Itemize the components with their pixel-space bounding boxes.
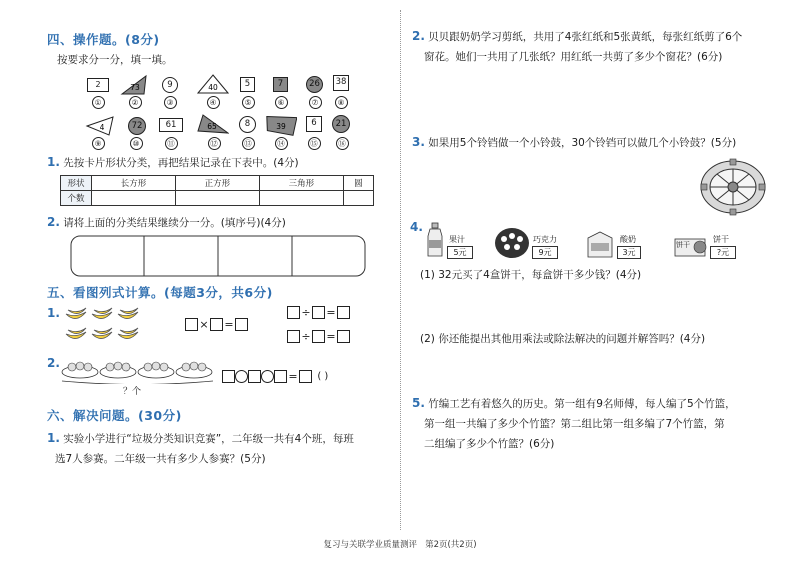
banana-bunches-image: [62, 304, 142, 346]
card-label-3: ③: [162, 96, 178, 109]
card-label-11: ⑪: [163, 137, 179, 150]
answer-box[interactable]: [222, 370, 235, 383]
table-header-circle: 圆: [343, 176, 373, 191]
answer-box[interactable]: [312, 306, 325, 319]
svg-text:65: 65: [207, 122, 217, 131]
svg-text:40: 40: [208, 83, 218, 92]
card-label-8: ⑧: [333, 96, 349, 109]
column-divider: [400, 10, 401, 530]
division-equation-1: ÷ =: [287, 306, 350, 319]
section6-q1: 1. 实验小学进行“垃圾分类知识竞赛”，二年级一共有4个班，每班 选7人参赛。二年级一共有多少人参赛？(5分): [47, 431, 354, 465]
answer-box[interactable]: [337, 330, 350, 343]
svg-text:73: 73: [130, 83, 140, 92]
answer-box[interactable]: [312, 330, 325, 343]
yogurt-carton-icon: [586, 230, 614, 258]
answer-box[interactable]: [235, 318, 248, 331]
answer-box[interactable]: [274, 370, 287, 383]
answer-box[interactable]: [299, 370, 312, 383]
card-shape-13: 8: [239, 116, 256, 133]
table-cell-rectangle[interactable]: [92, 191, 176, 206]
right-q3: 3. 如果用5个铃铛做一个小铃鼓，30个铃铛可以做几个小铃鼓？(5分): [412, 135, 737, 149]
card-shape-12: [197, 114, 229, 134]
table-cell-triangle[interactable]: [259, 191, 343, 206]
shape-count-table: [60, 175, 374, 206]
section5-title: 五、看图列式计算。(每题3分，共6分): [47, 285, 273, 300]
card-label-16: ⑯: [334, 137, 350, 150]
tambourine-icon: [698, 158, 768, 216]
juice-label: 果汁: [449, 235, 465, 244]
yogurt-label: 酸奶: [620, 235, 636, 244]
multiplication-equation: × =: [185, 318, 248, 331]
right-q5: 5. 竹编工艺有着悠久的历史。第一组有9名师傅，每人编了5个竹篮， 第一组一共编了多少个竹篮？第二组比第一组多编了7个竹篮，第 二组编了多少个竹篮？(6分): [412, 396, 736, 450]
answer-box[interactable]: [287, 330, 300, 343]
table-header-square: 正方形: [175, 176, 259, 191]
yogurt-price: 3元: [617, 246, 641, 259]
operator-circle[interactable]: [235, 370, 248, 383]
chocolate-label: 巧克力: [533, 235, 557, 244]
card-label-5: ⑤: [240, 96, 256, 109]
biscuit-label: 饼干: [713, 235, 729, 244]
card-shape-10: 72: [128, 117, 146, 135]
card-label-15: ⑮: [306, 137, 322, 150]
juice-bottle-icon: [426, 222, 444, 258]
card-label-6: ⑥: [273, 96, 289, 109]
card-label-13: ⑬: [240, 137, 256, 150]
card-label-10: ⑩: [128, 137, 144, 150]
section6-title: 六、解决问题。(30分): [47, 408, 182, 423]
card-shape-15: 6: [306, 116, 322, 132]
card-label-7: ⑦: [307, 96, 323, 109]
card-shape-9: [85, 116, 115, 136]
card-shape-3: 9: [162, 77, 178, 93]
fruit-equation: = ( ): [222, 370, 328, 383]
svg-text:4: 4: [99, 123, 105, 132]
table-header-rectangle: 长方形: [92, 176, 176, 191]
right-q4-sub1: (1) 32元买了4盒饼干，每盒饼干多少钱？(4分): [420, 269, 642, 281]
operator-circle[interactable]: [261, 370, 274, 383]
card-shape-8: 38: [333, 75, 349, 91]
table-cell-circle[interactable]: [343, 191, 373, 206]
section4-q2: 2. 请将上面的分类结果继续分一分。(填序号)(4分): [47, 215, 286, 229]
card-shape-2: [120, 74, 148, 96]
page-footer: 复习与关联学业质量测评 第2页(共2页): [323, 540, 477, 550]
card-shape-16: 21: [332, 115, 350, 133]
card-shape-1: 2: [87, 78, 109, 92]
table-header-shape: 形状: [61, 176, 92, 191]
card-label-9: ⑨: [90, 137, 106, 150]
chocolate-price: 9元: [532, 246, 558, 259]
card-label-4: ④: [205, 96, 221, 109]
answer-box[interactable]: [287, 306, 300, 319]
classification-answer-frame[interactable]: [70, 235, 366, 277]
card-label-14: ⑭: [273, 137, 289, 150]
table-row-label: 个数: [61, 191, 92, 206]
table-header-triangle: 三角形: [259, 176, 343, 191]
card-shape-4: [197, 74, 229, 94]
right-q4-number: 4.: [410, 220, 423, 234]
section5-q2-number: 2.: [47, 356, 60, 370]
right-q4-sub2: (2) 你还能提出其他用乘法或除法解决的问题并解答吗？(4分): [420, 333, 706, 345]
answer-box[interactable]: [185, 318, 198, 331]
table-cell-square[interactable]: [175, 191, 259, 206]
section4-q1: 1. 先按卡片形状分类，再把结果记录在下表中。(4分): [47, 155, 299, 169]
right-q2: 2. 贝贝跟奶奶学习剪纸，共用了4张红纸和5张黄纸，每张红纸剪了6个 窗花。她们一共用了几张纸？用红纸一共剪了多少个窗花？(6分): [412, 29, 743, 63]
biscuit-box-text: 饼干: [676, 241, 690, 249]
card-label-12: ⑫: [206, 137, 222, 150]
question-count-label: ？个: [123, 387, 142, 397]
section4-instruction: 按要求分一分，填一填。: [57, 54, 173, 66]
biscuit-price: ?元: [710, 246, 736, 259]
chocolate-box-icon: [494, 227, 530, 259]
answer-box[interactable]: [210, 318, 223, 331]
section5-q1-number: 1.: [47, 306, 60, 320]
juice-price: 5元: [447, 246, 473, 259]
card-shape-6: 7: [273, 77, 288, 92]
division-equation-2: ÷ =: [287, 330, 350, 343]
card-label-2: ②: [127, 96, 143, 109]
answer-box[interactable]: [248, 370, 261, 383]
card-label-1: ①: [90, 96, 106, 109]
card-shape-14: [265, 114, 297, 136]
section4-title: 四、操作题。(8分): [47, 32, 160, 47]
card-shape-5: 5: [240, 77, 255, 92]
unit-paren: ( ): [317, 371, 329, 382]
svg-text:39: 39: [276, 122, 286, 131]
plates-of-fruit-image: [60, 358, 215, 384]
answer-box[interactable]: [337, 306, 350, 319]
card-shape-11: 61: [159, 118, 183, 132]
card-shape-7: 26: [306, 76, 323, 93]
